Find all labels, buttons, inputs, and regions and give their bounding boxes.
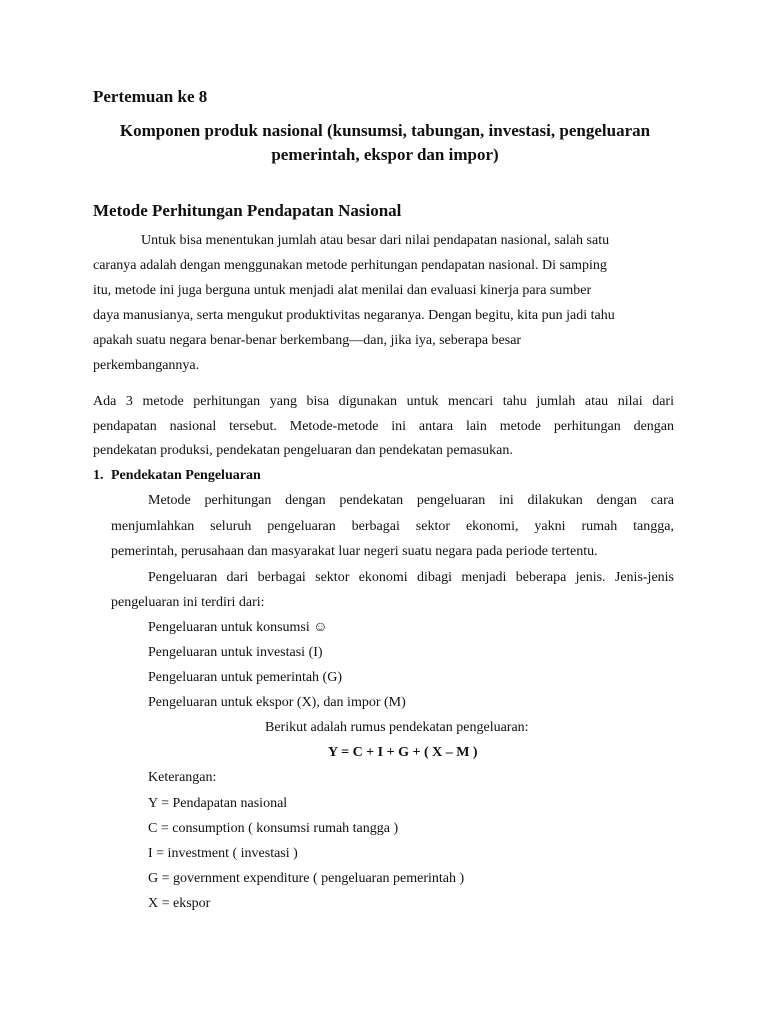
section-heading: Metode Perhitungan Pendapatan Nasional: [93, 201, 402, 220]
paragraph-line: Metode perhitungan dengan pendekatan pengeluaran ini dilakukan dengan cara: [148, 493, 674, 508]
paragraph-line: daya manusianya, serta mengukut produktivitas negaranya. Dengan begitu, kita pun jadi tahu: [93, 308, 615, 323]
paragraph-line: apakah suatu negara benar-benar berkembang—dan, jika iya, seberapa besar: [93, 333, 522, 348]
paragraph-line: Pengeluaran dari berbagai sektor ekonomi dibagi menjadi beberapa jenis. Jenis-jenis: [148, 570, 674, 585]
paragraph-line: caranya adalah dengan menggunakan metode perhitungan pendapatan nasional. Di samping: [93, 258, 607, 273]
list-heading: Pendekatan Pengeluaran: [111, 468, 261, 483]
paragraph-line: pendapatan nasional tersebut. Metode-metode ini antara lain metode perhitungan dengan: [93, 419, 674, 434]
paragraph-line: pemerintah, perusahaan dan masyarakat luar negeri suatu negara pada periode tertentu.: [111, 544, 598, 559]
definition-item: G = government expenditure ( pengeluaran pemerintah ): [148, 871, 465, 886]
definition-item: X = ekspor: [148, 896, 211, 911]
paragraph-line: Ada 3 metode perhitungan yang bisa digunakan untuk mencari tahu jumlah atau nilai dari: [93, 394, 674, 409]
paragraph-line: perkembangannya.: [93, 358, 200, 373]
keterangan-label: Keterangan:: [148, 770, 217, 785]
definition-item: C = consumption ( konsumsi rumah tangga ): [148, 821, 399, 836]
definition-item: Y = Pendapatan nasional: [148, 796, 288, 811]
expenditure-item: Pengeluaran untuk pemerintah (G): [148, 670, 342, 685]
paragraph-line: pendekatan produksi, pendekatan pengeluaran dan pendekatan pemasukan.: [93, 443, 513, 458]
formula-intro: Berikut adalah rumus pendekatan pengeluaran:: [265, 720, 529, 735]
paragraph-line: pengeluaran ini terdiri dari:: [111, 595, 265, 610]
list-number: 1.: [93, 468, 104, 483]
page-title: Pertemuan ke 8: [93, 87, 208, 106]
paragraph-line: itu, metode ini juga berguna untuk menjadi alat menilai dan evaluasi kinerja para sumber: [93, 283, 592, 298]
paragraph-line: Untuk bisa menentukan jumlah atau besar dari nilai pendapatan nasional, salah satu: [141, 233, 610, 248]
paragraph-line: menjumlahkan seluruh pengeluaran berbagai sektor ekonomi, yakni rumah tangga,: [111, 519, 674, 534]
expenditure-item: Pengeluaran untuk ekspor (X), dan impor (M): [148, 695, 406, 710]
formula: Y = C + I + G + ( X – M ): [328, 745, 478, 760]
expenditure-item: Pengeluaran untuk investasi (I): [148, 645, 323, 660]
main-heading: Komponen produk nasional (kunsumsi, tabungan, investasi, pengeluaran pemerintah, ekspor dan impor): [119, 121, 651, 164]
expenditure-item: Pengeluaran untuk konsumsi ☺: [148, 620, 328, 635]
definition-item: I = investment ( investasi ): [148, 846, 298, 861]
